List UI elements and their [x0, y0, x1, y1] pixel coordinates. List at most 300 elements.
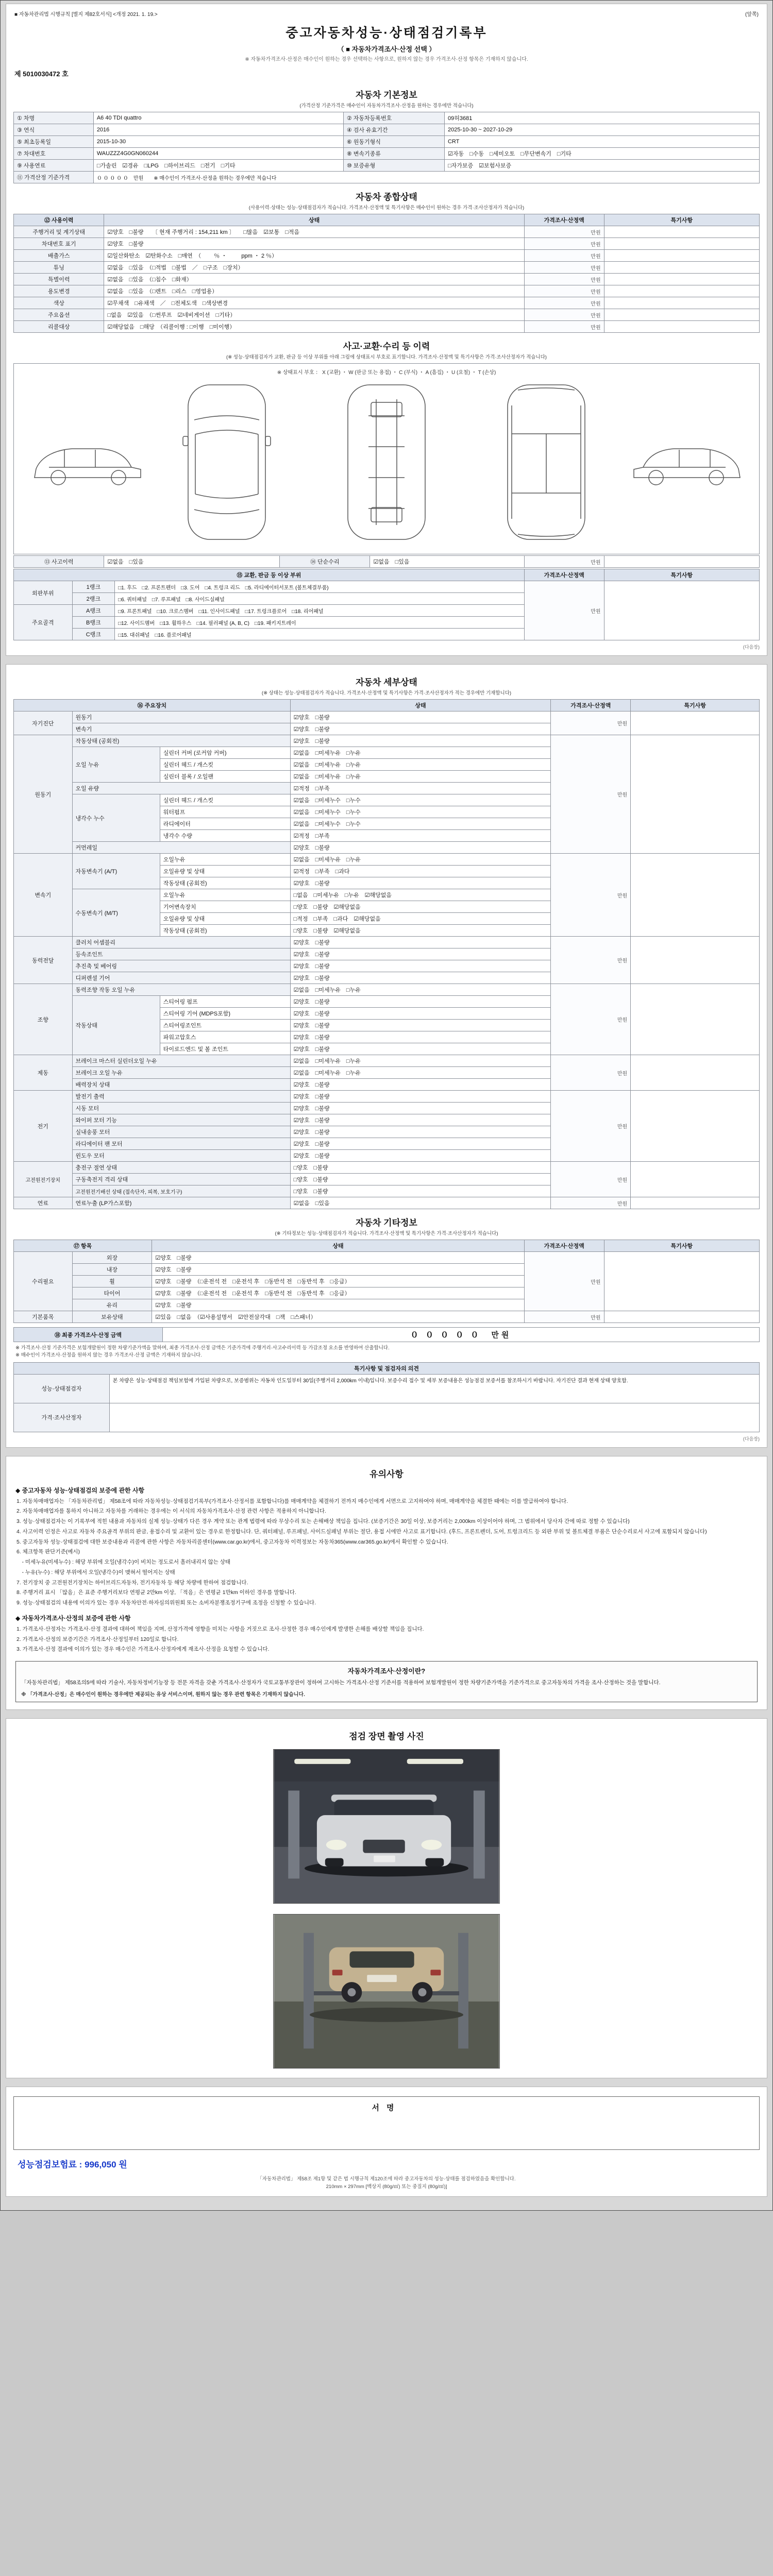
cell: 만원 — [524, 262, 604, 274]
cell: 1랭크 — [72, 581, 115, 593]
cell: 가격·조사산정자 — [14, 1403, 110, 1432]
notice-item: - 미세누유(미세누수) : 해당 부위에 오일(냉각수)이 비치는 정도로서 흘러내리지 않는 상태 — [16, 1559, 231, 1566]
cell: 만원 — [551, 937, 631, 984]
car-side-left-icon — [35, 449, 141, 485]
page-mark-1: (다음장) — [743, 645, 760, 650]
cell: 만원 — [524, 238, 604, 250]
car-underbody-icon — [348, 385, 425, 539]
section-photos — [6, 1718, 767, 2078]
price-definition-title: 자동차가격조사·산정이란? — [347, 1667, 426, 1675]
cell: ☑양호 □불량 — [152, 1264, 524, 1276]
cell: 보유상태 — [72, 1311, 152, 1323]
cell: 구동축전지 격리 상태 — [72, 1174, 290, 1185]
cell: ⑦ 차대번호 — [14, 148, 94, 160]
cell: 특기사항 — [604, 214, 759, 226]
notice-item: 3. 성능·상태점검자는 이 기록부에 적힌 내용과 자동차의 실제 성능·상태가 다른 경우 계약 또는 관계 법령에 따라 무상수리 또는 손해배상 책임을 집니다. (보증기간은 30일 이상, 보증거리는 2,000km 이상이어야 하며, 그 범위에서 당사자 간에 따로 정할 수 있습니다) — [16, 1518, 630, 1525]
cell: 오일 유량 — [72, 783, 290, 794]
cell: 자기진단 — [14, 711, 73, 735]
detail-state-table — [13, 699, 760, 1209]
cell: ☑양호 □불량 — [290, 948, 551, 960]
cell: 작동상태 (공회전) — [160, 925, 290, 937]
cell: □없음 □미세누유 □누유 ☑해당없음 — [290, 889, 551, 901]
cell: ☑있음 □없음 （☑사용설명서 ☑안전삼각대 □잭 □스패너） — [152, 1311, 524, 1323]
cell: ☑양호 □불량 — [290, 723, 551, 735]
cell: ☑없음 □있음 — [290, 1197, 551, 1209]
cell: WAUZZZ4G0GN060244 — [93, 148, 343, 160]
cell: 2015-10-30 — [93, 136, 343, 148]
cell: 외판부위 — [14, 581, 73, 605]
cell: ☑양호 □불량 — [290, 972, 551, 984]
page-subtitle: （ ■ 자동차가격조사·산정 선택 ） — [337, 45, 436, 53]
notice-item: 8. 주행거리 표시 「많음」은 표준 주행거리보다 연평균 2만km 이상, 「적음」은 연평균 1만km 이하인 경우를 말합니다. — [16, 1589, 296, 1596]
cell: ☑없음 □미세누수 □누수 — [290, 818, 551, 830]
cell: ☑해당없음 □해당 （리콜이행 : □이행 □미이행） — [104, 321, 524, 333]
cell: ☑양호 □불량 — [290, 1031, 551, 1043]
exchange-repair-table — [13, 569, 760, 640]
cell: 실린더 헤드 / 개스킷 — [160, 794, 290, 806]
cell: ⑩ 보증유형 — [343, 160, 444, 172]
notices-body — [13, 1481, 760, 1655]
cell: 오일유량 및 상태 — [160, 866, 290, 877]
final-price-table — [13, 1327, 760, 1342]
cell: 오일 누유 — [72, 747, 160, 783]
cell: ☑없음 □있음 — [104, 556, 280, 568]
cell: ☑양호 □불량 （□운전석 전 □운전석 후 □동반석 전 □동반석 후 □응급） — [152, 1287, 524, 1299]
cell — [109, 1403, 759, 1432]
cell: 특기사항 — [604, 1240, 759, 1252]
cell: ⑱ 최종 가격조사·산정 금액 — [14, 1328, 163, 1342]
cell: 만원 — [524, 226, 604, 238]
notice-item: 6. 체크항목 판단기준(예시) — [16, 1549, 80, 1555]
cell: 실내송풍 모터 — [72, 1126, 290, 1138]
cell: 커먼레일 — [72, 842, 290, 854]
cell: 오일누유 — [160, 889, 290, 901]
cell: □없음 ☑있음 （□썬루프 ☑네비게이션 □기타） — [104, 309, 524, 321]
cell: 색상 — [14, 297, 104, 309]
inspection-photo-front — [273, 1749, 500, 1904]
notice-item: 1. 가격조사·산정자는 가격조사·산정 결과에 대하여 책임을 지며, 산정가격에 영향을 미치는 사항을 거짓으로 조사·산정한 경우 매수인에게 발생한 손해를 배상할 책임을 집니다. — [16, 1625, 424, 1632]
photos-title: 점검 장면 촬영 사진 — [349, 1732, 424, 1742]
cell: 만원 — [524, 285, 604, 297]
cell: ☑양호 □불량 — [290, 960, 551, 972]
accident-history-title: 사고·교환·수리 등 이력 — [343, 342, 430, 351]
cell: 브레이크 오일 누유 — [72, 1067, 290, 1079]
cell: ☑없음 □미세누유 □누유 — [290, 759, 551, 771]
cell: 휠 — [72, 1276, 152, 1287]
detail-state-note: (※ 상태는 성능·상태점검자가 적습니다. 가격조사·산정액 및 특기사항은 가격·조사산정자가 적는 경우에만 기재합니다) — [261, 690, 512, 696]
cell: 실린더 블록 / 오일팬 — [160, 771, 290, 783]
cell: ☑없음 □미세누유 □누유 — [290, 747, 551, 759]
cell: □양호 □불량 ☑해당없음 — [290, 901, 551, 913]
cell: □양호 □불량 — [290, 1185, 551, 1197]
cell: ⑨ 사용연료 — [14, 160, 94, 172]
cell: ☑양호 □불량 — [290, 1008, 551, 1020]
cell: □양호 □불량 ☑해당없음 — [290, 925, 551, 937]
cell: 09허3681 — [444, 112, 759, 124]
cell: □양호 □불량 — [290, 1162, 551, 1174]
cell: ☑무채색 □유채색 ／ □전체도색 □색상변경 — [104, 297, 524, 309]
cell: 냉각수 수량 — [160, 830, 290, 842]
cell: 타이로드엔드 및 볼 조인트 — [160, 1043, 290, 1055]
notice-item: 2. 자동차매매업자를 통하지 아니하고 자동차를 거래하는 경우에는 이 서식의 자동차가격조사·산정 관련 사항은 적용하지 아니합니다. — [16, 1508, 326, 1515]
cell — [604, 226, 759, 238]
notice-item: - 누유(누수) : 해당 부위에서 오일(냉각수)이 맺혀서 떨어지는 상태 — [16, 1569, 175, 1575]
cell: ０ ０ ０ ０ ０ 만원 — [162, 1328, 759, 1342]
cell: 변속기 — [14, 854, 73, 937]
cell: ☑양호 □불량 — [152, 1252, 524, 1264]
cell: ☑양호 □불량 — [152, 1299, 524, 1311]
other-info-note: (※ 기타정보는 성능·상태점검자가 적습니다. 가격조사·산정액 및 특기사항은 가격·조사산정자가 적습니다) — [275, 1231, 498, 1236]
cell: ☑양호 □불량 — [290, 711, 551, 723]
notice-item: 5. 중고자동차 성능·상태점검에 대한 보증내용과 리콜에 관한 사항은 자동차리콜센터(www.car.go.kr)에서, 중고자동차 이력정보는 자동차365(www.car365.go.kr)에서 확인할 수 있습니다. — [16, 1538, 448, 1545]
cell — [631, 937, 760, 984]
cell: ⑮ 교환, 판금 등 이상 부위 — [14, 569, 525, 581]
cell: 스티어링 기어 (MDPS포함) — [160, 1008, 290, 1020]
cell: 타이어 — [72, 1287, 152, 1299]
cell: 추진축 및 베어링 — [72, 960, 290, 972]
other-info-title: 자동차 기타정보 — [356, 1218, 417, 1228]
cell: ☑없음 □미세누유 □누유 — [290, 1067, 551, 1079]
cell: 라디에이터 팬 모터 — [72, 1138, 290, 1150]
cell: ☑양호 □불량 （□운전석 전 □운전석 후 □동반석 전 □동반석 후 □응급） — [152, 1276, 524, 1287]
cell: 동력전달 — [14, 937, 73, 984]
cell: ⑤ 최초등록일 — [14, 136, 94, 148]
cell: ☑양호 □불량 — [104, 238, 524, 250]
cell: 오일누유 — [160, 854, 290, 866]
cell: 디퍼렌셜 기어 — [72, 972, 290, 984]
overall-state-note: (사용이력·상태는 성능·상태점검자가 적습니다. 가격조사·산정액 및 특기사항은 매수인이 원하는 경우 가격·조사산정자가 적습니다) — [248, 205, 525, 211]
cell: ⑪ 가격산정 기준가격 — [14, 172, 94, 183]
cell: 실린더 커버 (로커암 커버) — [160, 747, 290, 759]
cell: 만원 — [551, 854, 631, 937]
cell: 만원 — [551, 1055, 631, 1091]
car-diagram-box — [13, 363, 760, 554]
cell: 변속기 — [72, 723, 290, 735]
page-title-note: ※ 자동차가격조사·산정은 매수인이 원하는 경우 선택하는 사항으로, 원하지 않는 경우 가격조사·산정 항목은 기재하지 않습니다. — [245, 57, 528, 62]
cell — [631, 1055, 760, 1091]
cell: 원동기 — [14, 735, 73, 854]
cell — [604, 285, 759, 297]
cell: 기어변속장치 — [160, 901, 290, 913]
inspection-photo-rear — [273, 1914, 500, 2069]
cell: 만원 — [551, 711, 631, 735]
cell: 주행거리 및 계기상태 — [14, 226, 104, 238]
form-reference — [13, 9, 760, 20]
cell: 가격조사·산정액 — [551, 700, 631, 711]
footer-line-2: 210mm × 297mm [백상지 (80g/㎡) 또는 중질지 (80g/㎡)] — [326, 2184, 447, 2190]
cell: 원동기 — [72, 711, 290, 723]
cell: 제동 — [14, 1055, 73, 1091]
cell: ☑없음 □미세누유 □누유 — [290, 854, 551, 866]
final-price-notes — [13, 1343, 760, 1362]
cell: B랭크 — [72, 617, 115, 629]
section-notices — [6, 1456, 767, 1710]
cell: 가격조사·산정액 — [524, 569, 604, 581]
cell: 기본품목 — [14, 1311, 73, 1323]
notice-item: 4. 사고이력 인정은 사고로 자동차 주요골격 부위의 판금, 용접수리 및 교환이 있는 경우로 한정합니다. 단, 쿼터패널, 루프패널, 사이드실패널 부위는 절단, 용접 시에만 사고로 표기합니다. (후드, 프론트펜더, 도어, 트렁크리드 등 외판 부위 및 볼트체결 부품은 단순수리로서 사고에 포함되지 않습니다) — [16, 1528, 707, 1535]
cell: ⑧ 변속기종류 — [343, 148, 444, 160]
notice-item: 7. 전기장치 중 고전원전기장치는 하이브리드자동차, 전기자동차 등 해당 차량에 한하여 점검합니다. — [16, 1579, 248, 1586]
cell: 리콜대상 — [14, 321, 104, 333]
cell: ☑자동 □수동 □세미오토 □무단변속기 □기타 — [444, 148, 759, 160]
notice-heading: ◆ 중고자동차 성능·상태점검의 보증에 관한 사항 — [15, 1486, 145, 1494]
cell: 만원 — [524, 250, 604, 262]
notices-title: 유의사항 — [369, 1469, 404, 1479]
price-definition-body: 「자동차관리법」 제58조의5에 따라 기술사, 자동차정비기능장 등 전문 자격을 갖춘 가격조사·산정자가 국토교통부장관이 정하여 고시하는 가격조사·산정 기준서를 적용하여 보험개발원이 정한 차량기준가액을 기준가격으로 중고자동차의 가격을 조사·산정하는 것을 말합니다. — [21, 1680, 661, 1686]
inspection-fee-label: 성능점검보험료 : — [18, 2160, 82, 2170]
car-side-right-icon — [634, 449, 740, 485]
cell: 발전기 출력 — [72, 1091, 290, 1103]
price-definition-box — [15, 1661, 758, 1702]
cell: ☑없음 □미세누유 □누유 — [290, 984, 551, 996]
cell: ☑양호 □불량 — [290, 937, 551, 948]
cell: 만원 — [524, 297, 604, 309]
cell: □1. 후드 □2. 프론트펜더 □3. 도어 □4. 트렁크 리드 □5. 라디에이터서포트 (볼트체결부품) — [115, 581, 525, 593]
cell: 워터펌프 — [160, 806, 290, 818]
notice-item: 3. 가격조사·산정 결과에 이의가 있는 경우 매수인은 가격조사·산정자에게 재조사·산정을 요청할 수 있습니다. — [16, 1646, 270, 1653]
cell: 배력장치 상태 — [72, 1079, 290, 1091]
cell: 작동상태 (공회전) — [72, 735, 290, 747]
cell: 만원 — [524, 309, 604, 321]
cell: ⑬ 사고이력 — [14, 556, 104, 568]
cell: 본 차량은 성능·상태점검 책임보험에 가입된 차량으로, 보증범위는 자동차 인도일부터 30일(주행거리 2,000km 이내)입니다. 보증수리 접수 및 세부 보증내용은 성능점검 보증서를 참조하시기 바랍니다. 자기진단 결과 현재 상태 양호함. — [109, 1374, 759, 1403]
cell: 만원 — [551, 735, 631, 854]
cell: 등속조인트 — [72, 948, 290, 960]
document-number: 제 5010030472 호 — [14, 70, 69, 78]
final-price-note-2: ※ 매수인이 가격조사·산정을 원하지 않는 경우 가격조사·산정 금액은 기재하지 않습니다. — [15, 1352, 202, 1358]
cell — [604, 1252, 759, 1311]
cell — [604, 262, 759, 274]
cell: ☑양호 □불량 — [290, 1150, 551, 1162]
cell: ⑥ 원동기형식 — [343, 136, 444, 148]
photo-list — [13, 1743, 760, 2073]
cell: ☑없음 □미세누수 □누수 — [290, 806, 551, 818]
cell: □양호 □불량 — [290, 1174, 551, 1185]
cell: 가격조사·산정액 — [524, 214, 604, 226]
cell: ③ 연식 — [14, 124, 94, 136]
cell: ⑫ 사용이력 — [14, 214, 104, 226]
cell: □적정 □부족 □과다 ☑해당없음 — [290, 913, 551, 925]
accident-history-table — [13, 555, 760, 568]
cell: ☑없음 □미세누유 □누유 — [290, 1055, 551, 1067]
cell: 용도변경 — [14, 285, 104, 297]
cell — [631, 711, 760, 735]
signature-box[interactable] — [13, 2096, 760, 2150]
overall-state-title: 자동차 종합상태 — [356, 192, 417, 202]
cell: ☑양호 □불량 — [290, 996, 551, 1008]
cell: ☑양호 □불량 — [290, 1020, 551, 1031]
cell: 동력조향 작동 오일 누유 — [72, 984, 290, 996]
cell: 만원 — [524, 556, 604, 568]
cell — [604, 556, 759, 568]
notice-item: 9. 성능·상태점검의 내용에 이의가 있는 경우 자동차안전·하자심의위원회 또는 소비자분쟁조정기구에 조정을 신청할 수 있습니다. — [16, 1600, 316, 1606]
cell — [604, 309, 759, 321]
cell: ☑적정 □부족 □과다 — [290, 866, 551, 877]
cell: □15. 대쉬패널 □16. 플로어패널 — [115, 629, 525, 640]
cell: 작동상태 — [72, 996, 160, 1055]
cell: 실린더 헤드 / 개스킷 — [160, 759, 290, 771]
cell: 상태 — [290, 700, 551, 711]
cell: 만원 — [524, 1252, 604, 1311]
cell: A6 40 TDI quattro — [93, 112, 343, 124]
cell: 작동상태 (공회전) — [160, 877, 290, 889]
cell: 냉각수 누수 — [72, 794, 160, 842]
cell: ☑없음 □미세누수 □누수 — [290, 794, 551, 806]
form-ref-right: (앞쪽) — [745, 12, 759, 18]
cell: 윈도우 모터 — [72, 1150, 290, 1162]
cell — [604, 1311, 759, 1323]
cell: 2랭크 — [72, 593, 115, 605]
cell: 와이퍼 모터 기능 — [72, 1114, 290, 1126]
cell: 충전구 절연 상태 — [72, 1162, 290, 1174]
section-signature — [6, 2087, 767, 2196]
cell: 2025-10-30 ~ 2027-10-29 — [444, 124, 759, 136]
notice-heading: ◆ 자동차가격조사·산정의 보증에 관한 사항 — [15, 1614, 131, 1622]
cell: 고전원전기배선 상태 (접속단자, 피복, 보호기구) — [72, 1185, 290, 1197]
cell: ☑양호 □불량 — [290, 735, 551, 747]
cell: 성능·상태점검자 — [14, 1374, 110, 1403]
notice-item: 2. 가격조사·산정의 보증기간은 가격조사·산정일부터 120일로 합니다. — [16, 1636, 179, 1642]
cell: 차대번호 표기 — [14, 238, 104, 250]
cell: ④ 검사 유효기간 — [343, 124, 444, 136]
cell: ☑없음 □있음 （□침수 □화재） — [104, 274, 524, 285]
cell: ☑양호 □불량 — [290, 1138, 551, 1150]
cell: 수리필요 — [14, 1252, 73, 1311]
cell — [631, 735, 760, 854]
cell: 전기 — [14, 1091, 73, 1162]
cell: 시동 모터 — [72, 1103, 290, 1114]
inspector-opinion-table — [13, 1362, 760, 1432]
cell: 특기사항 — [631, 700, 760, 711]
cell: ☑일산화탄소 ☑탄화수소 □매연 （ ％ ・ ppm ・ 2 ％） — [104, 250, 524, 262]
cell: 브레이크 마스터 실린더오일 누유 — [72, 1055, 290, 1067]
section-front-page — [6, 4, 767, 656]
basic-info-table — [13, 112, 760, 183]
cell: ☑양호 □불량 — [290, 1103, 551, 1114]
cell: ⑭ 단순수리 — [280, 556, 370, 568]
cell: 상태 — [104, 214, 524, 226]
cell: ☑양호 □불량 〔 현재 주행거리 : 154,211 km 〕 □많음 ☑보통 □적음 — [104, 226, 524, 238]
cell: ☑없음 □있음 （□렌트 □리스 □영업용） — [104, 285, 524, 297]
cell: 유리 — [72, 1299, 152, 1311]
overall-state-table — [13, 214, 760, 333]
notice-item: 1. 자동차매매업자는 「자동차관리법」 제58조에 따라 자동차성능·상태점검기록부(가격조사·산정서를 포함합니다)를 매매계약을 체결하기 전까지 매수인에게 서면으로 고지하여야 하며, 매매계약을 체결한 때에는 이를 발급하여야 합니다. — [16, 1498, 568, 1504]
car-frame-view-icon — [508, 385, 585, 539]
cell: 고전원전기장치 — [14, 1162, 73, 1197]
cell — [631, 984, 760, 1055]
cell: 라디에이터 — [160, 818, 290, 830]
cell — [604, 238, 759, 250]
cell: ⑯ 주요장치 — [14, 700, 291, 711]
cell: 만원 — [524, 581, 604, 640]
cell: ☑없음 □있음 （□적법 □불법 ／ □구조 □장치） — [104, 262, 524, 274]
car-diagram — [18, 379, 755, 549]
cell: □12. 사이드멤버 □13. 휠하우스 □14. 필러패널 (A, B, C) □19. 패키지트레이 — [115, 617, 525, 629]
cell: ☑양호 □불량 — [290, 1114, 551, 1126]
cell — [631, 1197, 760, 1209]
cell: □가솔린 ☑경유 □LPG □하이브리드 □전기 □기타 — [93, 160, 343, 172]
cell — [631, 1162, 760, 1197]
cell: 특기사항 및 점검자의 의견 — [14, 1362, 760, 1374]
footer-line-1: 「자동차관리법」 제58조 제1항 및 같은 법 시행규칙 제120조에 따라 중고자동차의 성능·상태를 점검하였음을 확인합니다. — [257, 2176, 516, 2182]
cell: 수동변속기 (M/T) — [72, 889, 160, 937]
cell — [604, 274, 759, 285]
cell: ☑적정 □부족 — [290, 783, 551, 794]
cell: ② 자동차등록번호 — [343, 112, 444, 124]
final-price-note-1: ※ 가격조사·산정 기준가격은 보험개발원이 정한 차량기준가액을 말하며, 최종 가격조사·산정 금액은 기준가격에 주행거리·사고수리이력 등 가감조정 요소를 반영하여 산출합니다. — [15, 1345, 390, 1351]
cell: 외장 — [72, 1252, 152, 1264]
cell: C랭크 — [72, 629, 115, 640]
cell: A랭크 — [72, 605, 115, 617]
cell — [604, 581, 759, 640]
cell: 연료 — [14, 1197, 73, 1209]
cell: CRT — [444, 136, 759, 148]
signature-title: 서명 — [372, 2104, 401, 2113]
cell: 내장 — [72, 1264, 152, 1276]
cell: 연료누출 (LP가스포함) — [72, 1197, 290, 1209]
cell: 상태 — [152, 1240, 524, 1252]
cell: □9. 프론트패널 □10. 크로스멤버 □11. 인사이드패널 □17. 트렁크플로어 □18. 리어패널 — [115, 605, 525, 617]
cell: □6. 쿼터패널 □7. 루프패널 □8. 사이드실패널 — [115, 593, 525, 605]
cell — [631, 1091, 760, 1162]
page-mark-2: (다음장) — [743, 1436, 760, 1442]
cell: 특기사항 — [604, 569, 759, 581]
car-top-view-icon — [183, 385, 271, 539]
cell — [604, 297, 759, 309]
cell: ☑양호 □불량 — [290, 1079, 551, 1091]
diagram-legend: ※ 상태표시 부호 ： X (교환) ・ W (판금 또는 용접) ・ C (부식) ・ A (흠집) ・ U (요철) ・ T (손상) — [277, 370, 496, 376]
accident-history-note: (※ 성능·상태점검자가 교환, 판금 등 이상 부위를 아래 그림에 상태표시 부호로 표기합니다. 가격조사·산정액 및 특기사항은 가격·조사산정자가 적습니다) — [226, 354, 547, 360]
cell: ☑없음 □있음 — [370, 556, 524, 568]
price-definition-note: ※ 「가격조사·산정」은 매수인이 원하는 경우에만 제공되는 유상 서비스이며, 원하지 않는 경우 관련 항목은 기재하지 않습니다. — [21, 1692, 305, 1698]
cell: ☑양호 □불량 — [290, 1043, 551, 1055]
cell: ⑰ 항목 — [14, 1240, 152, 1252]
cell: ☑양호 □불량 — [290, 842, 551, 854]
cell: 배출가스 — [14, 250, 104, 262]
cell: 클러치 어셈블리 — [72, 937, 290, 948]
cell: 주요골격 — [14, 605, 73, 640]
cell: □자가보증 ☑보험사보증 — [444, 160, 759, 172]
cell: 만원 — [551, 1162, 631, 1197]
cell: 만원 — [524, 321, 604, 333]
cell: 만원 — [551, 984, 631, 1055]
cell: ☑없음 □미세누유 □누유 — [290, 771, 551, 783]
cell: ① 차명 — [14, 112, 94, 124]
detail-state-title: 자동차 세부상태 — [356, 677, 417, 687]
cell: 만원 — [524, 1311, 604, 1323]
cell: ☑양호 □불량 — [290, 1126, 551, 1138]
cell: 튜닝 — [14, 262, 104, 274]
cell: ☑양호 □불량 — [290, 1091, 551, 1103]
cell — [604, 321, 759, 333]
cell: ☑양호 □불량 — [290, 877, 551, 889]
cell: 스티어링 펌프 — [160, 996, 290, 1008]
cell: ☑적정 □부족 — [290, 830, 551, 842]
page-title: 중고자동차성능·상태점검기록부 — [285, 26, 488, 40]
form-ref-left: ■ 자동차관리법 시행규칙 [별지 제82호서식] <개정 2021. 1. 19.> — [14, 12, 158, 18]
cell — [631, 854, 760, 937]
cell: 조향 — [14, 984, 73, 1055]
other-info-table — [13, 1240, 760, 1323]
basic-info-note: (가격산정 기준가격은 매수인이 자동차가격조사·산정을 원하는 경우에만 적습니다) — [299, 103, 474, 109]
cell: 특별이력 — [14, 274, 104, 285]
cell: 파워고압호스 — [160, 1031, 290, 1043]
cell: 만원 — [524, 274, 604, 285]
basic-info-title: 자동차 기본정보 — [356, 90, 417, 100]
section-detail-page — [6, 664, 767, 1448]
cell: 오일유량 및 상태 — [160, 913, 290, 925]
cell: 스티어링조인트 — [160, 1020, 290, 1031]
